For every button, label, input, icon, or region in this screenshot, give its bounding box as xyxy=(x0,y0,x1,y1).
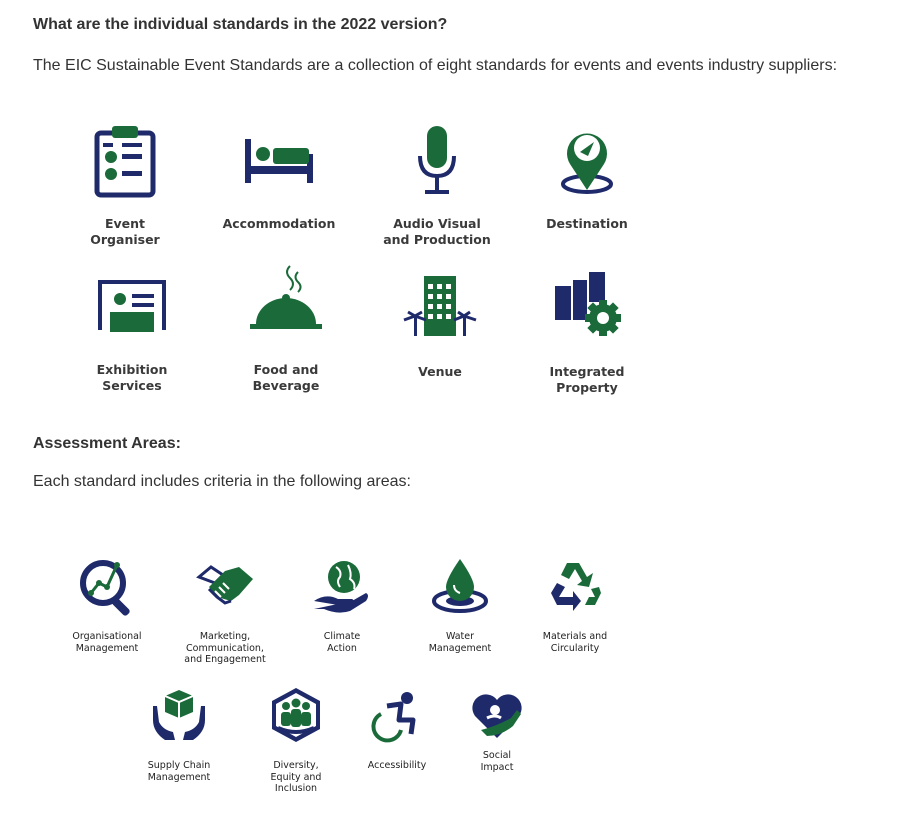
building-palms-icon xyxy=(400,270,480,342)
area-marketing-communication xyxy=(160,557,290,666)
area-label-line: Climate xyxy=(323,631,361,642)
standard-label-line2: Beverage xyxy=(252,378,320,393)
standard-destination xyxy=(512,124,662,232)
area-label-line: Equity and xyxy=(270,771,322,783)
standard-exhibition-services xyxy=(57,272,207,394)
section-heading-standards: What are the individual standards in the 2022 version? xyxy=(33,16,448,33)
wheelchair-icon xyxy=(367,686,427,746)
standard-integrated-property xyxy=(512,268,662,396)
standard-accommodation xyxy=(204,124,354,232)
standard-label-line2: Services xyxy=(102,378,162,393)
area-label-line: Social xyxy=(482,750,512,761)
area-label-line: and Engagement xyxy=(184,654,266,665)
standard-label-line1: Integrated xyxy=(549,364,625,379)
magnifier-chart-icon xyxy=(77,557,137,617)
exhibition-booth-icon xyxy=(94,272,170,342)
standard-label-line1: Exhibition xyxy=(96,362,168,377)
map-pin-icon xyxy=(552,124,622,199)
area-label-line: Materials and xyxy=(542,631,608,642)
area-label-line: Management xyxy=(428,642,492,654)
box-hands-icon xyxy=(149,686,209,746)
area-label-line: Organisational xyxy=(72,631,142,642)
area-label-line: Supply Chain xyxy=(147,760,211,771)
standard-food-and-beverage xyxy=(211,262,361,394)
area-label-line: Inclusion xyxy=(274,783,318,794)
people-hexagon-icon xyxy=(266,686,326,746)
area-label-line: Marketing, xyxy=(199,631,251,642)
standard-label-line2: and Production xyxy=(383,232,491,247)
food-cloche-icon xyxy=(246,262,326,342)
area-water-management xyxy=(395,557,525,654)
buildings-gear-icon xyxy=(547,268,627,342)
standard-label-line1: Destination xyxy=(546,216,628,231)
handshake-icon xyxy=(195,557,255,617)
microphone-icon xyxy=(407,124,467,199)
standard-label-line1: Food and xyxy=(253,362,319,377)
area-label-line: Management xyxy=(75,642,139,654)
standard-event-organiser xyxy=(50,124,200,248)
standard-label-line1: Venue xyxy=(418,364,462,379)
section-heading-assessment-areas: Assessment Areas: xyxy=(33,435,181,452)
standards-intro-text: The EIC Sustainable Event Standards are a collection of eight standards for events and events industry suppliers: xyxy=(33,57,838,74)
standard-venue xyxy=(365,270,515,380)
assessment-intro-text: Each standard includes criteria in the following areas: xyxy=(33,473,411,490)
area-materials-circularity xyxy=(510,557,640,654)
area-label-line: Accessibility xyxy=(367,760,427,771)
bed-icon xyxy=(239,124,319,199)
globe-hand-icon xyxy=(312,557,372,617)
standard-label-line1: Event xyxy=(104,216,146,231)
area-organisational-management xyxy=(42,557,172,654)
area-label-line: Water xyxy=(445,631,475,642)
standard-label-line1: Audio Visual xyxy=(393,216,481,231)
area-label-line: Management xyxy=(147,771,211,783)
standard-audio-visual xyxy=(362,124,512,248)
area-label-line: Action xyxy=(327,642,357,654)
standard-label-line2: Organiser xyxy=(90,232,160,247)
area-label-line: Diversity, xyxy=(273,760,319,771)
standard-label-line2: Property xyxy=(556,380,618,395)
heart-hand-icon xyxy=(467,686,527,746)
area-social-impact xyxy=(432,686,562,773)
standard-label-line1: Accommodation xyxy=(222,216,336,231)
clipboard-checklist-icon xyxy=(90,124,160,199)
water-drop-icon xyxy=(430,557,490,617)
area-label-line: Impact xyxy=(480,761,514,773)
area-supply-chain-management xyxy=(114,686,244,783)
area-climate-action xyxy=(277,557,407,654)
area-label-line: Communication, xyxy=(186,642,264,654)
area-label-line: Circularity xyxy=(550,642,600,654)
recycle-icon xyxy=(545,557,605,617)
